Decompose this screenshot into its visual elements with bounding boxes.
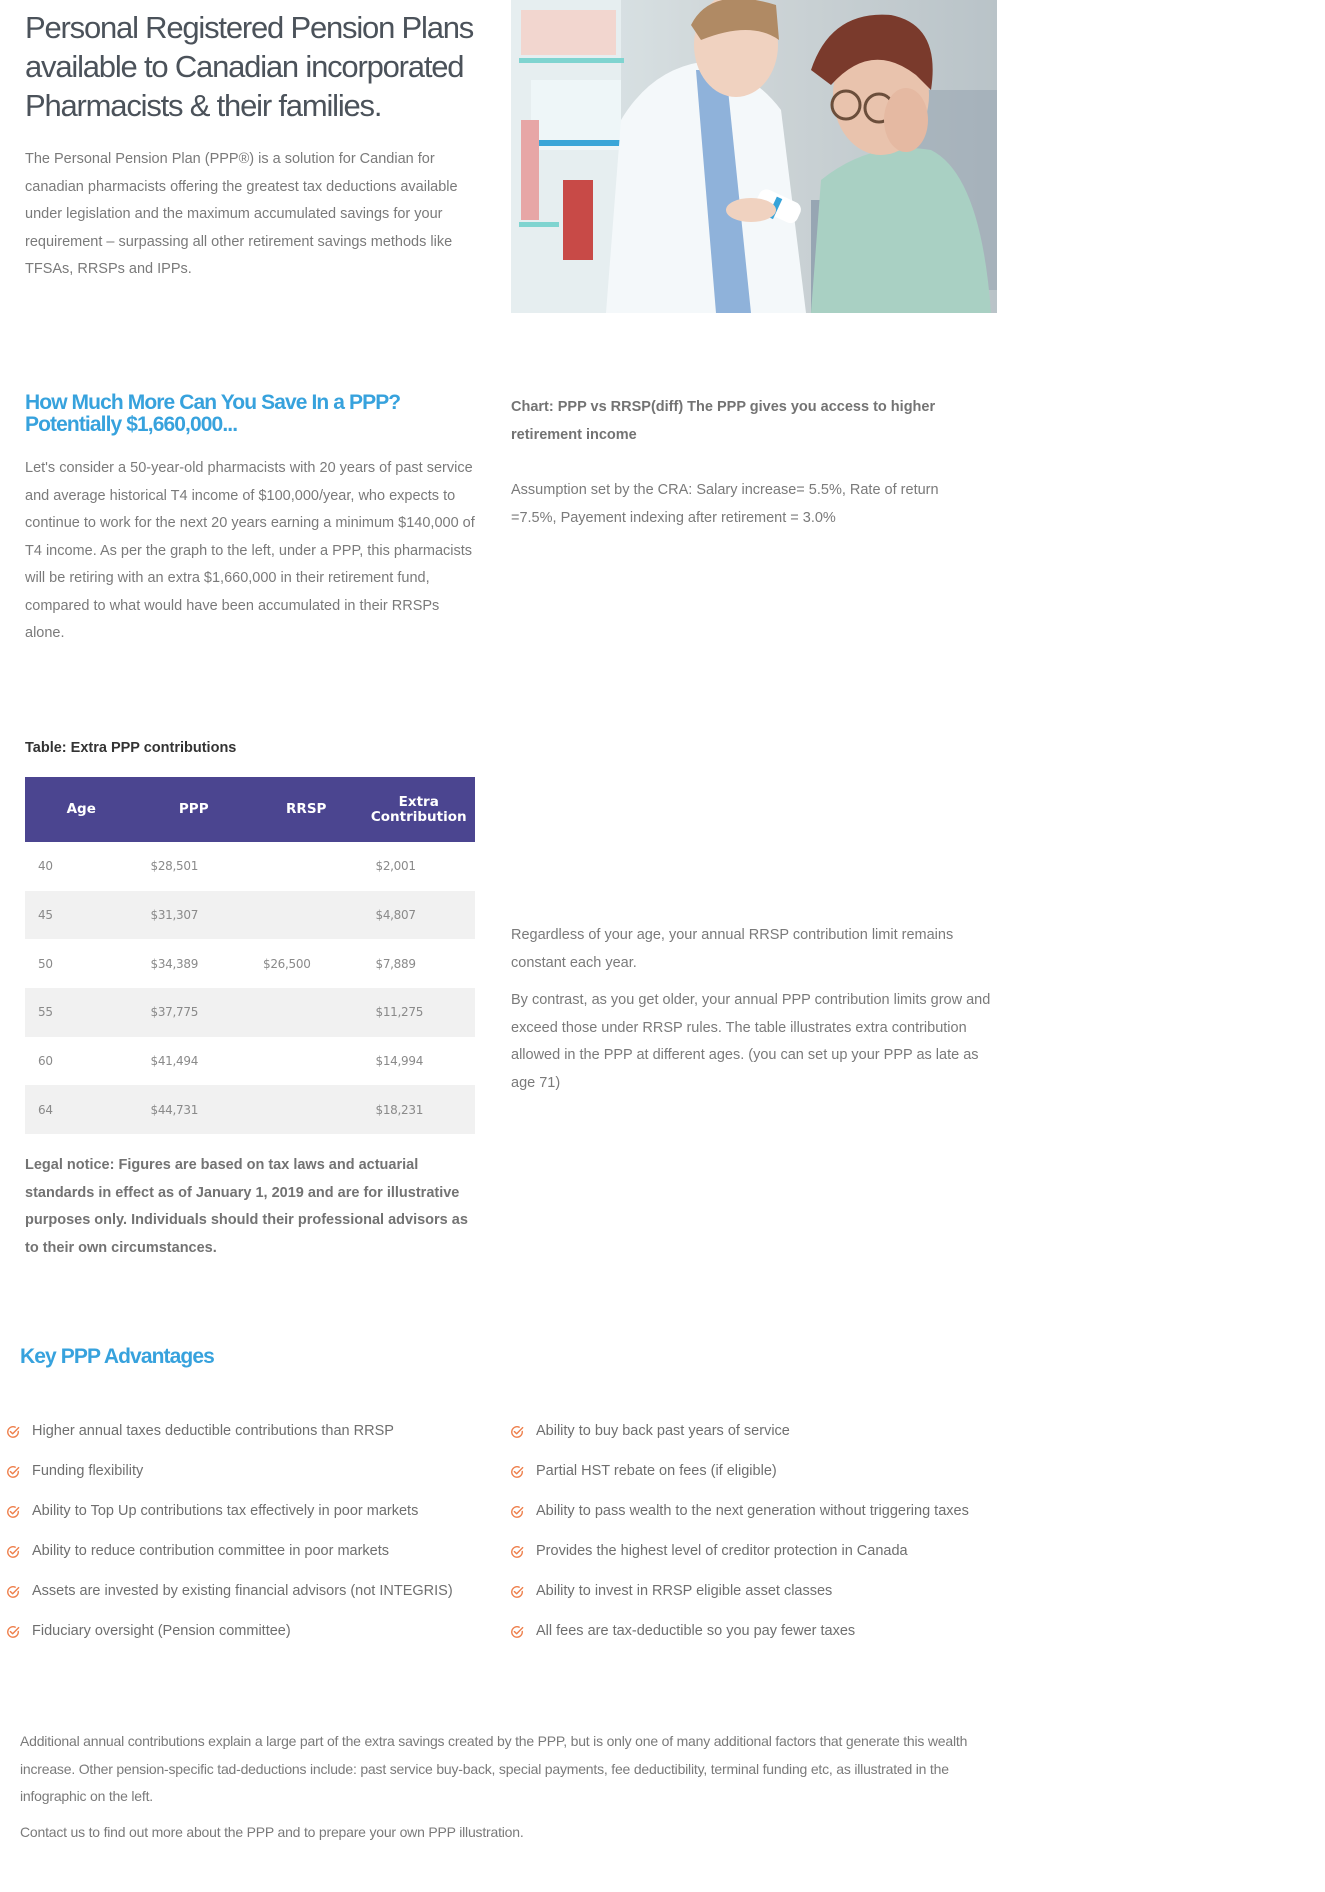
advantage-text: Higher annual taxes deductible contributions than RRSP	[32, 1423, 394, 1439]
advantage-text: Ability to reduce contribution committee in poor markets	[32, 1543, 390, 1559]
check-circle-icon	[510, 1625, 524, 1639]
advantages-list-left	[6, 1418, 486, 1658]
check-circle-icon	[6, 1585, 20, 1599]
advantage-text: Partial HST rebate on fees (if eligible)	[536, 1463, 777, 1479]
list-item	[6, 1458, 486, 1485]
check-circle-icon	[510, 1585, 524, 1599]
cell-extra: $11,275	[363, 988, 476, 1037]
check-circle-icon	[510, 1465, 524, 1479]
cell-extra: $7,889	[375, 956, 416, 971]
advantages-heading: Key PPP Advantages	[20, 1345, 214, 1368]
list-item	[6, 1538, 486, 1565]
table-header-row	[25, 777, 475, 842]
list-item	[6, 1418, 486, 1445]
check-circle-icon	[6, 1465, 20, 1479]
list-item	[510, 1458, 990, 1485]
savings-heading: How Much More Can You Save In a PPP? Potentially $1,660,000...	[25, 391, 401, 436]
cell-rrsp: $26,500	[263, 956, 311, 971]
advantage-text: Fiduciary oversight (Pension committee)	[32, 1623, 291, 1639]
column-header-rrsp: RRSP	[250, 777, 363, 842]
table-caption: Table: Extra PPP contributions	[25, 740, 237, 756]
cell-ppp: $37,775	[138, 988, 251, 1037]
table-row	[25, 939, 475, 988]
cell-extra: $14,994	[375, 1054, 424, 1069]
advantage-text: Ability to invest in RRSP eligible asset classes	[536, 1583, 833, 1599]
contact-text: Contact us to find out more about the PPP and to prepare your own PPP illustration.	[20, 1823, 524, 1840]
table-row	[25, 1085, 475, 1134]
hero-photo	[511, 0, 997, 313]
check-circle-icon	[6, 1545, 20, 1559]
column-header-age: Age	[25, 777, 138, 842]
advantage-text: All fees are tax-deductible so you pay fewer taxes	[536, 1623, 856, 1639]
check-circle-icon	[510, 1545, 524, 1559]
advantage-text: Ability to buy back past years of service	[536, 1423, 790, 1439]
cell-rrsp	[250, 842, 363, 891]
additional-factors-text: Additional annual contributions explain a large part of the extra savings created by the PPP, but is only one of many additional factors that generate this wealth increase. Other pension-specific tad-deductions include: past service buy-back, special payments, fee deductibility, terminal funding etc, as illustrated in the infographic on the left.	[20, 1733, 968, 1804]
advantage-text: Ability to Top Up contributions tax effectively in poor markets	[32, 1503, 419, 1519]
cell-rrsp	[250, 1085, 363, 1134]
check-circle-icon	[6, 1505, 20, 1519]
list-item	[510, 1418, 990, 1445]
check-circle-icon	[510, 1505, 524, 1519]
list-item	[6, 1498, 486, 1525]
advantage-text: Ability to pass wealth to the next generation without triggering taxes	[536, 1503, 969, 1519]
ppp-limit-text: By contrast, as you get older, your annual PPP contribution limits grow and exceed those under RRSP rules. The table illustrates extra contribution allowed in the PPP at different ages. (you can set up your PPP as late as age 71)	[511, 992, 991, 1091]
list-item	[6, 1618, 486, 1645]
column-header-extra-contribution: Extra Contribution	[363, 777, 476, 842]
closing-section	[20, 1728, 980, 1854]
list-item	[510, 1498, 990, 1525]
cell-extra: $2,001	[375, 859, 416, 874]
pharmacist-photo-illustration	[511, 0, 997, 313]
list-item	[510, 1538, 990, 1565]
chart-assumption: Assumption set by the CRA: Salary increase= 5.5%, Rate of return =7.5%, Payement indexing after retirement = 3.0%	[511, 482, 939, 526]
cell-age: 40	[38, 859, 53, 874]
cell-age: 64	[25, 1085, 138, 1134]
cell-ppp: $31,307	[138, 891, 251, 940]
cell-rrsp	[250, 988, 363, 1037]
cell-rrsp	[250, 1037, 363, 1086]
table-row	[25, 842, 475, 891]
table-row	[25, 1037, 475, 1086]
cell-extra: $18,231	[363, 1085, 476, 1134]
cell-age: 50	[38, 956, 53, 971]
cell-age: 55	[25, 988, 138, 1037]
list-item	[6, 1578, 486, 1605]
cell-ppp: $34,389	[150, 956, 199, 971]
advantage-text: Assets are invested by existing financial advisors (not INTEGRIS)	[32, 1583, 453, 1599]
check-circle-icon	[6, 1425, 20, 1439]
table-row	[25, 891, 475, 940]
hero-description: The Personal Pension Plan (PPP®) is a solution for Candian for canadian pharmacists offering the greatest tax deductions available under legislation and the maximum accumulated savings for your requirement – surpassing all other retirement savings methods like TFSAs, RRSPs and IPPs.	[25, 151, 458, 277]
advantages-list-right	[510, 1418, 990, 1658]
rrsp-limit-text: Regardless of your age, your annual RRSP contribution limit remains constant each year.	[511, 927, 954, 971]
cell-ppp: $44,731	[138, 1085, 251, 1134]
check-circle-icon	[510, 1425, 524, 1439]
chart-placeholder	[511, 540, 997, 900]
cell-age: 60	[38, 1054, 53, 1069]
cell-age: 45	[25, 891, 138, 940]
cell-ppp: $28,501	[150, 859, 199, 874]
page-title: Personal Registered Pension Plans available to Canadian incorporated Pharmacists & their families.	[25, 10, 474, 123]
list-item	[510, 1578, 990, 1605]
legal-notice: Legal notice: Figures are based on tax laws and actuarial standards in effect as of January 1, 2019 and are for illustrative purposes only. Individuals should their professional advisors as to their own circumstances.	[25, 1157, 468, 1256]
savings-description: Let's consider a 50-year-old pharmacists with 20 years of past service and average historical T4 income of $100,000/year, who expects to continue to work for the next 20 years earning a minimum $140,000 of T4 income. As per the graph to the left, under a PPP, this pharmacists will be retiring with an extra $1,660,000 in their retirement fund, compared to what would have been accumulated in their RRSPs alone.	[25, 460, 475, 641]
cell-rrsp	[250, 891, 363, 940]
extra-contributions-table	[25, 777, 475, 1134]
cell-ppp: $41,494	[150, 1054, 199, 1069]
column-header-ppp: PPP	[138, 777, 251, 842]
list-item	[510, 1618, 990, 1645]
cell-extra: $4,807	[363, 891, 476, 940]
advantage-text: Provides the highest level of creditor protection in Canada	[536, 1543, 908, 1559]
advantage-text: Funding flexibility	[32, 1463, 144, 1479]
chart-caption: Chart: PPP vs RRSP(diff) The PPP gives you access to higher retirement income	[511, 399, 936, 443]
check-circle-icon	[6, 1625, 20, 1639]
table-row	[25, 988, 475, 1037]
